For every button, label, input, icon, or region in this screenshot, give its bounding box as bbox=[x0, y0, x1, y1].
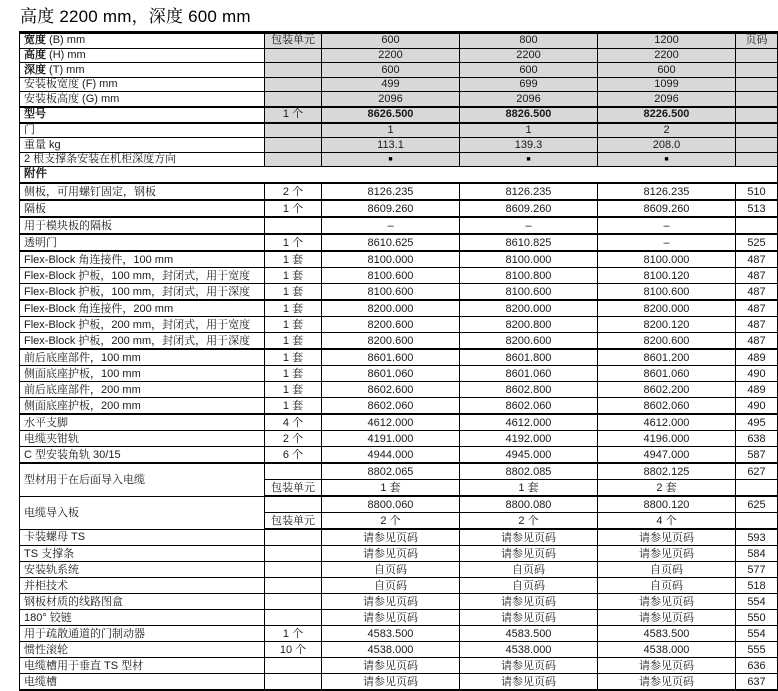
page-number-cell: 554 bbox=[736, 626, 778, 642]
packaging-unit-cell: 包装单元 bbox=[265, 513, 322, 530]
packaging-unit-cell: 1 套 bbox=[265, 284, 322, 301]
accessory-label-cell: Flex-Block 角连接件，100 mm bbox=[20, 251, 265, 268]
spec-label-cell: 2 根支撑条安装在机柜深度方向 bbox=[20, 152, 265, 167]
table-row bbox=[20, 431, 778, 447]
page-number-cell bbox=[736, 152, 778, 167]
table-row bbox=[20, 382, 778, 398]
value-600-cell: 请参见页码 bbox=[322, 529, 460, 546]
page-number-cell: 555 bbox=[736, 642, 778, 658]
value-1200-cell: 8609.260 bbox=[598, 200, 736, 217]
value-800-cell: 请参见页码 bbox=[460, 658, 598, 674]
page-title: 高度 2200 mm，深度 600 mm bbox=[20, 7, 251, 26]
value-800-cell: 8610.825 bbox=[460, 234, 598, 251]
page-number-cell: 页码 bbox=[736, 33, 778, 49]
accessory-label-cell: TS 支撑条 bbox=[20, 546, 265, 562]
value-1200-cell: 208.0 bbox=[598, 138, 736, 153]
table-row bbox=[20, 251, 778, 268]
value-800-cell: 2096 bbox=[460, 92, 598, 107]
value-600-cell: 499 bbox=[322, 77, 460, 92]
value-600-cell: 8200.600 bbox=[322, 317, 460, 333]
packaging-unit-cell: 2 个 bbox=[265, 183, 322, 200]
table-row bbox=[20, 414, 778, 431]
page-number-cell bbox=[736, 63, 778, 78]
value-800-cell: 自页码 bbox=[460, 562, 598, 578]
value-600-cell: 8800.060 bbox=[322, 496, 460, 513]
page-number-cell: 490 bbox=[736, 398, 778, 415]
page-number-cell: 513 bbox=[736, 200, 778, 217]
page-number-cell bbox=[736, 92, 778, 107]
spec-label-cell: 深度 (T) mm bbox=[20, 63, 265, 78]
table-row bbox=[20, 77, 778, 92]
page-number-cell: 489 bbox=[736, 382, 778, 398]
value-800-cell: 8601.060 bbox=[460, 366, 598, 382]
table-body bbox=[20, 33, 778, 691]
value-800-cell: 请参见页码 bbox=[460, 529, 598, 546]
value-1200-cell: 4947.000 bbox=[598, 447, 736, 464]
table-row bbox=[20, 578, 778, 594]
value-800-cell: 8800.080 bbox=[460, 496, 598, 513]
accessory-label-cell: Flex-Block 护板，200 mm，封闭式，用于宽度 bbox=[20, 317, 265, 333]
packaging-unit-cell: 1 套 bbox=[265, 317, 322, 333]
value-600-cell: 600 bbox=[322, 63, 460, 78]
value-1200-cell: 8601.060 bbox=[598, 366, 736, 382]
value-800-cell: 8200.000 bbox=[460, 300, 598, 317]
packaging-unit-cell: 1 套 bbox=[265, 268, 322, 284]
accessory-label-cell: 侧面底座护板，100 mm bbox=[20, 366, 265, 382]
page-number-cell: 487 bbox=[736, 251, 778, 268]
page-number-cell: 587 bbox=[736, 447, 778, 464]
value-800-cell: – bbox=[460, 217, 598, 234]
page-number-cell: 638 bbox=[736, 431, 778, 447]
value-600-cell: 8601.060 bbox=[322, 366, 460, 382]
packaging-unit-cell: 6 个 bbox=[265, 447, 322, 464]
packaging-unit-cell bbox=[265, 48, 322, 63]
value-800-cell: 8602.800 bbox=[460, 382, 598, 398]
table-row bbox=[20, 138, 778, 153]
value-600-cell: 8100.600 bbox=[322, 284, 460, 301]
value-600-cell: 8602.600 bbox=[322, 382, 460, 398]
table-row bbox=[20, 107, 778, 123]
value-1200-cell: – bbox=[598, 234, 736, 251]
value-1200-cell: 请参见页码 bbox=[598, 658, 736, 674]
page-number-cell bbox=[736, 107, 778, 123]
accessory-label-cell: 型材用于在后面导入电缆 bbox=[20, 463, 265, 496]
value-600-cell: 4612.000 bbox=[322, 414, 460, 431]
packaging-unit-cell: 1 套 bbox=[265, 333, 322, 350]
table-row bbox=[20, 333, 778, 350]
page-number-cell: 510 bbox=[736, 183, 778, 200]
page-number-cell: 518 bbox=[736, 578, 778, 594]
value-600-cell: 600 bbox=[322, 33, 460, 49]
value-1200-cell: 自页码 bbox=[598, 562, 736, 578]
packaging-unit-cell bbox=[265, 578, 322, 594]
accessory-label-cell: Flex-Block 护板，100 mm，封闭式，用于宽度 bbox=[20, 268, 265, 284]
value-1200-cell: 4583.500 bbox=[598, 626, 736, 642]
value-600-cell: 4944.000 bbox=[322, 447, 460, 464]
table-row bbox=[20, 349, 778, 366]
spec-label-cell: 门 bbox=[20, 123, 265, 138]
table-row bbox=[20, 642, 778, 658]
value-800-cell: 8126.235 bbox=[460, 183, 598, 200]
packaging-unit-cell: 1 套 bbox=[265, 398, 322, 415]
packaging-unit-cell: 包装单元 bbox=[265, 480, 322, 497]
table-row bbox=[20, 123, 778, 138]
accessory-label-cell: 用于疏散通道的门制动器 bbox=[20, 626, 265, 642]
spec-label-cell: 高度 (H) mm bbox=[20, 48, 265, 63]
value-800-cell: 8602.060 bbox=[460, 398, 598, 415]
packaging-unit-cell bbox=[265, 674, 322, 691]
spec-label-bold: 宽度 bbox=[24, 34, 46, 47]
packaging-unit-cell bbox=[265, 152, 322, 167]
value-1200-cell: 8200.000 bbox=[598, 300, 736, 317]
value-1200-cell: 8602.060 bbox=[598, 398, 736, 415]
spec-label-bold: 型号 bbox=[24, 108, 46, 121]
value-1200-cell: 600 bbox=[598, 63, 736, 78]
value-1200-cell: ■ bbox=[598, 152, 736, 167]
value-800-cell: 4538.000 bbox=[460, 642, 598, 658]
value-1200-cell: 2096 bbox=[598, 92, 736, 107]
value-1200-cell: 请参见页码 bbox=[598, 529, 736, 546]
spec-label-cell: 重量 kg bbox=[20, 138, 265, 153]
accessory-label-cell: 透明门 bbox=[20, 234, 265, 251]
accessory-label-cell: 电缆夹钳轨 bbox=[20, 431, 265, 447]
packaging-unit-cell bbox=[265, 529, 322, 546]
value-800-cell: 请参见页码 bbox=[460, 610, 598, 626]
table-row bbox=[20, 92, 778, 107]
packaging-unit-cell bbox=[265, 92, 322, 107]
page-number-cell: 487 bbox=[736, 317, 778, 333]
table-row bbox=[20, 268, 778, 284]
page-number-cell bbox=[736, 217, 778, 234]
spec-label-bold: 深度 bbox=[24, 63, 46, 76]
value-800-cell: 请参见页码 bbox=[460, 674, 598, 691]
table-row bbox=[20, 496, 778, 513]
table-row bbox=[20, 48, 778, 63]
value-600-cell: 8626.500 bbox=[322, 107, 460, 123]
value-1200-cell: 8100.120 bbox=[598, 268, 736, 284]
value-800-cell: 600 bbox=[460, 63, 598, 78]
table-row bbox=[20, 366, 778, 382]
value-1200-cell: 4 个 bbox=[598, 513, 736, 530]
value-1200-cell: 1200 bbox=[598, 33, 736, 49]
value-1200-cell: 请参见页码 bbox=[598, 594, 736, 610]
value-1200-cell: 8602.200 bbox=[598, 382, 736, 398]
value-600-cell: 1 套 bbox=[322, 480, 460, 497]
value-600-cell: 请参见页码 bbox=[322, 610, 460, 626]
value-1200-cell: 请参见页码 bbox=[598, 610, 736, 626]
page-number-cell: 550 bbox=[736, 610, 778, 626]
value-600-cell: 2 个 bbox=[322, 513, 460, 530]
page-number-cell: 636 bbox=[736, 658, 778, 674]
value-800-cell: 4945.000 bbox=[460, 447, 598, 464]
value-1200-cell: 自页码 bbox=[598, 578, 736, 594]
spec-label-bold: 高度 bbox=[24, 49, 46, 62]
page-number-cell: 627 bbox=[736, 463, 778, 480]
table-row bbox=[20, 562, 778, 578]
table-row bbox=[20, 658, 778, 674]
value-1200-cell: 8100.000 bbox=[598, 251, 736, 268]
value-800-cell: 2200 bbox=[460, 48, 598, 63]
packaging-unit-cell bbox=[265, 138, 322, 153]
accessory-label-cell: 前后底座部件，200 mm bbox=[20, 382, 265, 398]
value-600-cell: 4538.000 bbox=[322, 642, 460, 658]
value-800-cell: 8802.085 bbox=[460, 463, 598, 480]
value-600-cell: 1 bbox=[322, 123, 460, 138]
value-600-cell: 自页码 bbox=[322, 562, 460, 578]
value-1200-cell: 2 套 bbox=[598, 480, 736, 497]
value-600-cell: 8601.600 bbox=[322, 349, 460, 366]
value-800-cell: 8200.800 bbox=[460, 317, 598, 333]
packaging-unit-cell: 1 套 bbox=[265, 251, 322, 268]
value-600-cell: 8200.600 bbox=[322, 333, 460, 350]
packaging-unit-cell: 1 个 bbox=[265, 107, 322, 123]
table-row bbox=[20, 167, 778, 184]
value-800-cell: 8200.600 bbox=[460, 333, 598, 350]
packaging-unit-cell: 1 个 bbox=[265, 234, 322, 251]
packaging-unit-cell: 1 套 bbox=[265, 300, 322, 317]
table-row bbox=[20, 594, 778, 610]
page-number-cell: 487 bbox=[736, 284, 778, 301]
page-number-cell: 584 bbox=[736, 546, 778, 562]
accessory-label-cell: 安装轨系统 bbox=[20, 562, 265, 578]
page-number-cell: 487 bbox=[736, 268, 778, 284]
value-800-cell: 8100.600 bbox=[460, 284, 598, 301]
spec-label-cell: 宽度 (B) mm bbox=[20, 33, 265, 49]
table-row bbox=[20, 200, 778, 217]
packaging-unit-cell bbox=[265, 610, 322, 626]
packaging-unit-cell bbox=[265, 77, 322, 92]
accessory-label-cell: Flex-Block 护板，100 mm，封闭式，用于深度 bbox=[20, 284, 265, 301]
accessory-label-cell: C 型安装角轨 30/15 bbox=[20, 447, 265, 464]
accessory-label-cell: 并柜技术 bbox=[20, 578, 265, 594]
page-number-cell: 577 bbox=[736, 562, 778, 578]
value-600-cell: 8200.000 bbox=[322, 300, 460, 317]
value-600-cell: 2200 bbox=[322, 48, 460, 63]
value-600-cell: 113.1 bbox=[322, 138, 460, 153]
packaging-unit-cell bbox=[265, 562, 322, 578]
page-number-cell bbox=[736, 48, 778, 63]
value-1200-cell: 4538.000 bbox=[598, 642, 736, 658]
packaging-unit-cell bbox=[265, 123, 322, 138]
value-600-cell: 2096 bbox=[322, 92, 460, 107]
packaging-unit-cell: 1 套 bbox=[265, 349, 322, 366]
value-800-cell: 请参见页码 bbox=[460, 546, 598, 562]
table-row bbox=[20, 63, 778, 78]
value-600-cell: 4583.500 bbox=[322, 626, 460, 642]
table-row bbox=[20, 529, 778, 546]
value-1200-cell: – bbox=[598, 217, 736, 234]
value-1200-cell: 8601.200 bbox=[598, 349, 736, 366]
accessory-label-cell: Flex-Block 护板，200 mm，封闭式，用于深度 bbox=[20, 333, 265, 350]
value-800-cell: 4583.500 bbox=[460, 626, 598, 642]
value-600-cell: – bbox=[322, 217, 460, 234]
table-row bbox=[20, 152, 778, 167]
page-number-cell bbox=[736, 480, 778, 497]
accessory-label-cell: Flex-Block 角连接件，200 mm bbox=[20, 300, 265, 317]
accessory-label-cell: 前后底座部件，100 mm bbox=[20, 349, 265, 366]
value-800-cell: 2 个 bbox=[460, 513, 598, 530]
table-row bbox=[20, 284, 778, 301]
spec-label-cell: 安装板宽度 (F) mm bbox=[20, 77, 265, 92]
page-number-cell: 554 bbox=[736, 594, 778, 610]
value-600-cell: 请参见页码 bbox=[322, 546, 460, 562]
value-800-cell: 1 bbox=[460, 123, 598, 138]
value-1200-cell: 8200.600 bbox=[598, 333, 736, 350]
value-800-cell: 自页码 bbox=[460, 578, 598, 594]
packaging-unit-cell: 2 个 bbox=[265, 431, 322, 447]
value-600-cell: 8609.260 bbox=[322, 200, 460, 217]
accessory-label-cell: 水平支脚 bbox=[20, 414, 265, 431]
page-number-cell: 637 bbox=[736, 674, 778, 691]
page-number-cell: 593 bbox=[736, 529, 778, 546]
accessory-label-cell: 电缆槽 bbox=[20, 674, 265, 691]
table-row bbox=[20, 447, 778, 464]
value-600-cell: 8802.065 bbox=[322, 463, 460, 480]
packaging-unit-cell: 包装单元 bbox=[265, 33, 322, 49]
value-1200-cell: 8802.125 bbox=[598, 463, 736, 480]
value-600-cell: ■ bbox=[322, 152, 460, 167]
value-1200-cell: 8800.120 bbox=[598, 496, 736, 513]
page-number-cell: 525 bbox=[736, 234, 778, 251]
value-1200-cell: 8226.500 bbox=[598, 107, 736, 123]
value-800-cell: 1 套 bbox=[460, 480, 598, 497]
value-1200-cell: 4196.000 bbox=[598, 431, 736, 447]
page-number-cell: 487 bbox=[736, 300, 778, 317]
accessory-label-cell: 电缆槽用于垂直 TS 型材 bbox=[20, 658, 265, 674]
value-1200-cell: 2200 bbox=[598, 48, 736, 63]
packaging-unit-cell: 1 个 bbox=[265, 626, 322, 642]
value-600-cell: 8126.235 bbox=[322, 183, 460, 200]
value-800-cell: 800 bbox=[460, 33, 598, 49]
value-800-cell: 8100.800 bbox=[460, 268, 598, 284]
value-1200-cell: 4612.000 bbox=[598, 414, 736, 431]
page-number-cell bbox=[736, 123, 778, 138]
packaging-unit-cell bbox=[265, 496, 322, 513]
value-600-cell: 自页码 bbox=[322, 578, 460, 594]
packaging-unit-cell bbox=[265, 546, 322, 562]
accessory-label-cell: 卡装螺母 TS bbox=[20, 529, 265, 546]
value-600-cell: 请参见页码 bbox=[322, 658, 460, 674]
page-number-cell: 495 bbox=[736, 414, 778, 431]
value-600-cell: 8100.600 bbox=[322, 268, 460, 284]
accessory-label-cell: 侧板，可用螺钉固定，钢板 bbox=[20, 183, 265, 200]
table-row bbox=[20, 546, 778, 562]
value-1200-cell: 2 bbox=[598, 123, 736, 138]
value-1200-cell: 8200.120 bbox=[598, 317, 736, 333]
value-800-cell: 8609.260 bbox=[460, 200, 598, 217]
packaging-unit-cell bbox=[265, 658, 322, 674]
table-row bbox=[20, 398, 778, 415]
value-800-cell: 139.3 bbox=[460, 138, 598, 153]
value-600-cell: 8100.000 bbox=[322, 251, 460, 268]
value-800-cell: 请参见页码 bbox=[460, 594, 598, 610]
page-number-cell bbox=[736, 138, 778, 153]
page-number-cell: 625 bbox=[736, 496, 778, 513]
accessory-label-cell: 侧面底座护板，200 mm bbox=[20, 398, 265, 415]
packaging-unit-cell: 1 个 bbox=[265, 200, 322, 217]
table-row bbox=[20, 463, 778, 480]
table-row bbox=[20, 33, 778, 49]
page-number-cell bbox=[736, 77, 778, 92]
packaging-unit-cell bbox=[265, 594, 322, 610]
accessory-label-cell: 用于模块板的隔板 bbox=[20, 217, 265, 234]
packaging-unit-cell bbox=[265, 217, 322, 234]
value-600-cell: 请参见页码 bbox=[322, 594, 460, 610]
packaging-unit-cell bbox=[265, 463, 322, 480]
spec-label-cell: 安装板高度 (G) mm bbox=[20, 92, 265, 107]
packaging-unit-cell bbox=[265, 63, 322, 78]
value-1200-cell: 请参见页码 bbox=[598, 546, 736, 562]
specification-table bbox=[19, 31, 778, 691]
value-1200-cell: 请参见页码 bbox=[598, 674, 736, 691]
value-1200-cell: 8100.600 bbox=[598, 284, 736, 301]
value-600-cell: 8610.625 bbox=[322, 234, 460, 251]
table-row bbox=[20, 234, 778, 251]
value-1200-cell: 8126.235 bbox=[598, 183, 736, 200]
packaging-unit-cell: 4 个 bbox=[265, 414, 322, 431]
table-row bbox=[20, 626, 778, 642]
value-800-cell: ■ bbox=[460, 152, 598, 167]
value-800-cell: 8100.000 bbox=[460, 251, 598, 268]
table-row bbox=[20, 217, 778, 234]
table-row bbox=[20, 317, 778, 333]
value-1200-cell: 1099 bbox=[598, 77, 736, 92]
accessories-section-title: 附件 bbox=[20, 167, 778, 184]
table-row bbox=[20, 674, 778, 691]
table-row bbox=[20, 300, 778, 317]
page-number-cell bbox=[736, 513, 778, 530]
value-800-cell: 4192.000 bbox=[460, 431, 598, 447]
page-number-cell: 489 bbox=[736, 349, 778, 366]
packaging-unit-cell: 10 个 bbox=[265, 642, 322, 658]
value-800-cell: 699 bbox=[460, 77, 598, 92]
packaging-unit-cell: 1 套 bbox=[265, 366, 322, 382]
page-number-cell: 490 bbox=[736, 366, 778, 382]
value-600-cell: 8602.060 bbox=[322, 398, 460, 415]
value-600-cell: 4191.000 bbox=[322, 431, 460, 447]
accessory-label-cell: 180° 铰链 bbox=[20, 610, 265, 626]
page-number-cell: 487 bbox=[736, 333, 778, 350]
accessory-label-cell: 电缆导入板 bbox=[20, 496, 265, 529]
accessory-label-cell: 隔板 bbox=[20, 200, 265, 217]
spec-label-cell bbox=[20, 107, 265, 123]
table-row bbox=[20, 183, 778, 200]
value-800-cell: 8601.800 bbox=[460, 349, 598, 366]
packaging-unit-cell: 1 套 bbox=[265, 382, 322, 398]
value-800-cell: 4612.000 bbox=[460, 414, 598, 431]
accessory-label-cell: 钢板材质的线路图盒 bbox=[20, 594, 265, 610]
value-600-cell: 请参见页码 bbox=[322, 674, 460, 691]
accessory-label-cell: 惯性滚轮 bbox=[20, 642, 265, 658]
value-800-cell: 8826.500 bbox=[460, 107, 598, 123]
table-row bbox=[20, 610, 778, 626]
